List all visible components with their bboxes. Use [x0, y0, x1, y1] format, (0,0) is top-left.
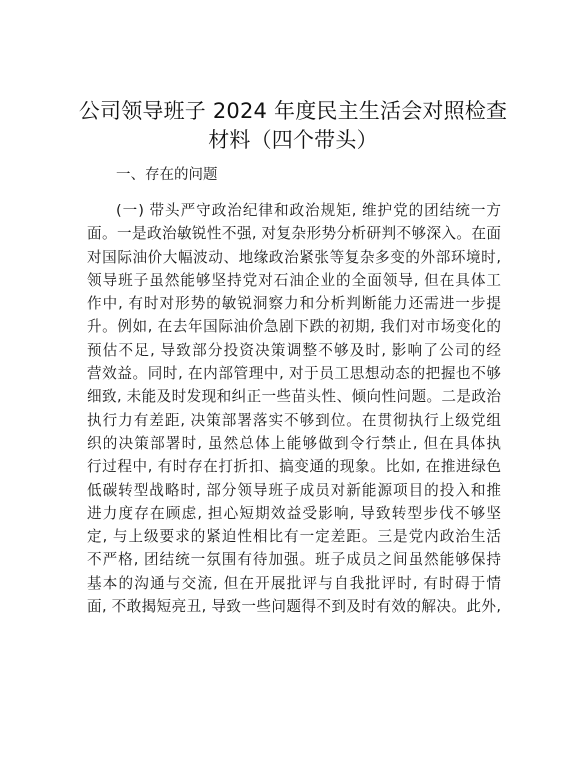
body-line: 低碳转型战略时, 部分领导班子成员对新能源项目的投入和推 — [87, 481, 501, 499]
section-heading: 一、存在的问题 — [116, 167, 218, 183]
document-title: 公司领导班子 2024 年度民主生活会对照检查材料（四个带头） — [78, 99, 508, 152]
body-line: 不严格, 团结统一氛围有待加强。班子成员之间虽然能够保持 — [87, 551, 501, 569]
body-line: 进力度存在顾虑, 担心短期效益受影响, 导致转型步伐不够坚 — [87, 504, 501, 522]
body-line: 基本的沟通与交流, 但在开展批评与自我批评时, 有时碍于情 — [87, 574, 501, 592]
body-line: 面。一是政治敏锐性不强, 对复杂形势分析研判不够深入。在面 — [87, 225, 501, 243]
body-line: 营效益。同时, 在内部管理中, 对于员工思想动态的把握也不够 — [87, 365, 501, 383]
body-line: 升。例如, 在去年国际油价急剧下跌的初期, 我们对市场变化的 — [87, 318, 501, 336]
body-line: 定, 与上级要求的紧迫性相比有一定差距。三是党内政治生活 — [87, 528, 501, 546]
body-line: 细致, 未能及时发现和纠正一些苗头性、倾向性问题。二是政治 — [87, 388, 501, 406]
body-line: 领导班子虽然能够坚持党对石油企业的全面领导, 但在具体工 — [87, 271, 501, 289]
body-paragraph — [87, 199, 501, 618]
body-line: 预估不足, 导致部分投资决策调整不够及时, 影响了公司的经 — [87, 341, 501, 359]
body-line: 执行力有差距, 决策部署落实不够到位。在贯彻执行上级党组 — [87, 411, 501, 429]
body-line: (一) 带头严守政治纪律和政治规矩, 维护党的团结统一方 — [116, 202, 501, 219]
body-line: 织的决策部署时, 虽然总体上能够做到令行禁止, 但在具体执 — [87, 434, 501, 452]
body-line: 作中, 有时对形势的敏锐洞察力和分析判断能力还需进一步提 — [87, 295, 501, 313]
body-line: 行过程中, 有时存在打折扣、搞变通的现象。比如, 在推进绿色 — [87, 458, 501, 476]
body-line: 面, 不敢揭短亮丑, 导致一些问题得不到及时有效的解决。此外, — [87, 598, 501, 616]
body-line: 对国际油价大幅波动、地缘政治紧张等复杂多变的外部环境时, — [87, 248, 501, 266]
